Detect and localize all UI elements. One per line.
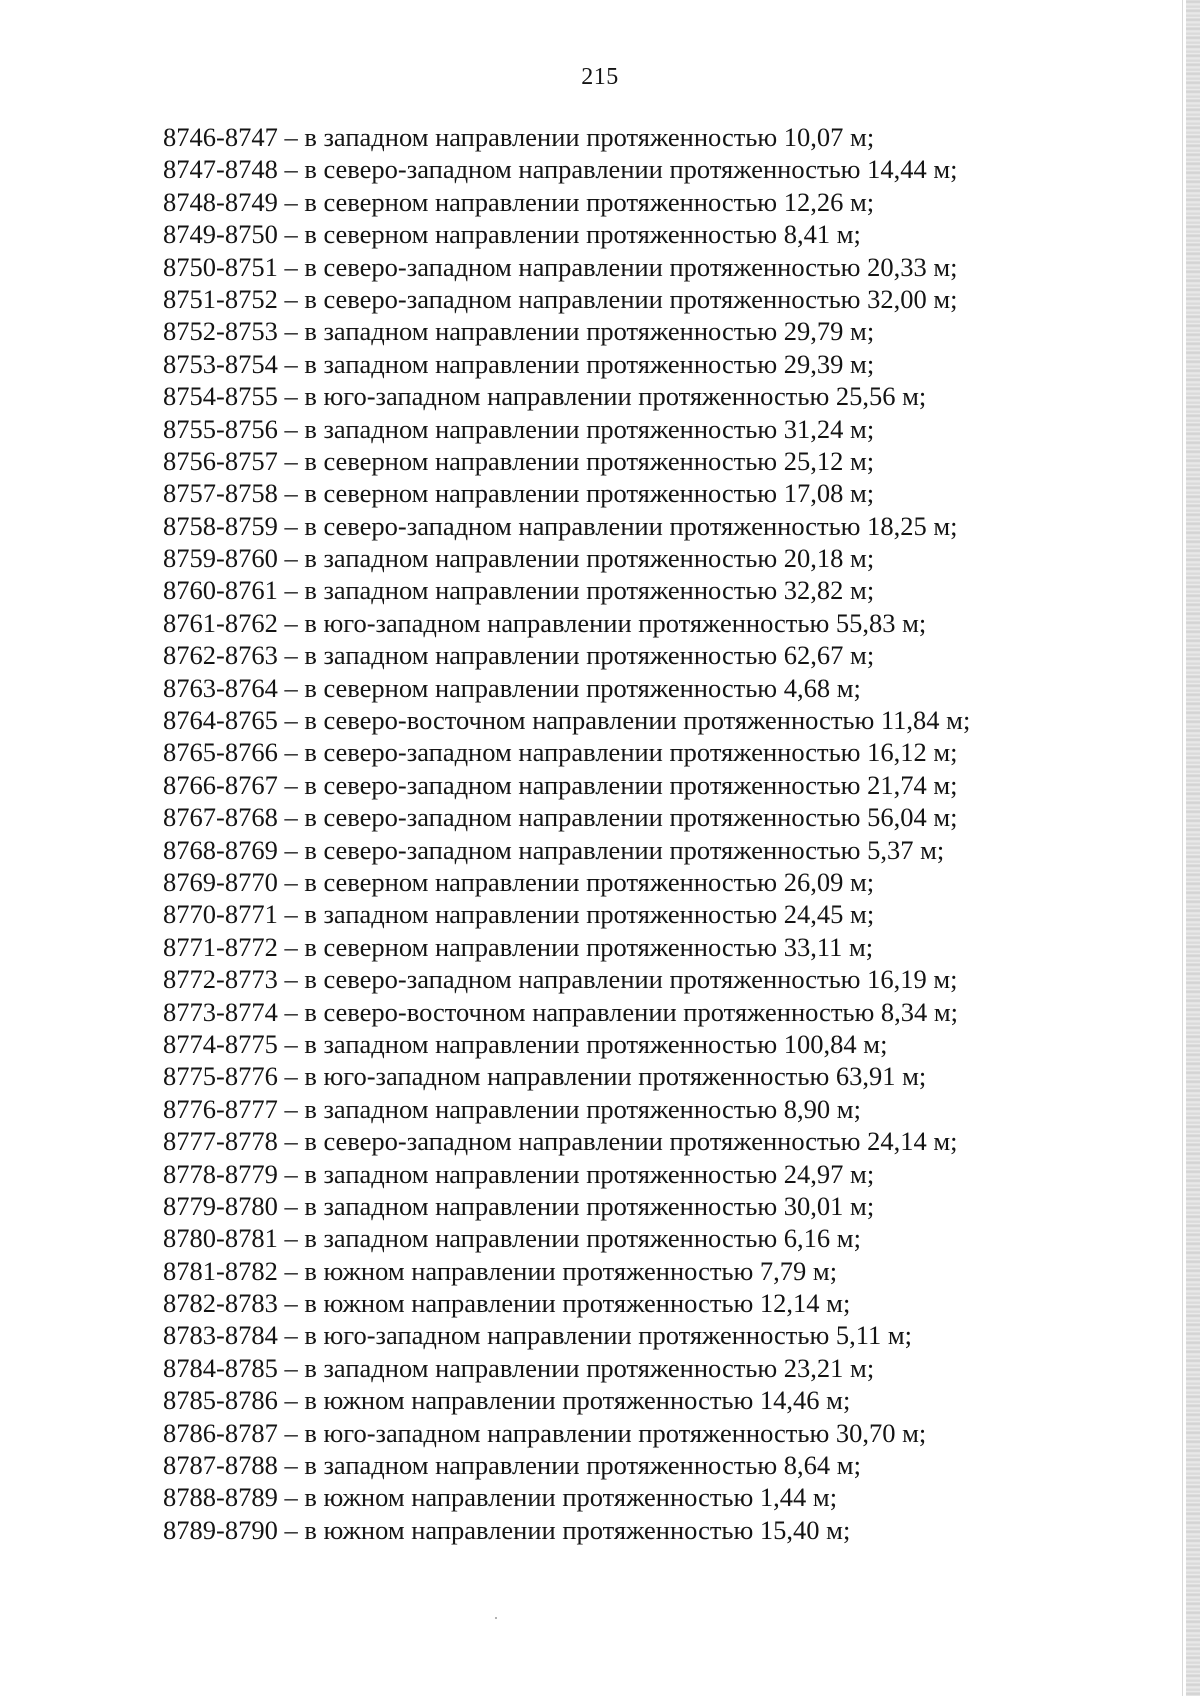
boundary-segment-line: 8763-8764 – в северном направлении протяженностью 4,68 м; [163, 672, 861, 703]
boundary-segment-line: 8767-8768 – в северо-западном направлении протяженностью 56,04 м; [163, 802, 958, 833]
boundary-segment-line: 8756-8757 – в северном направлении протяженностью 25,12 м; [163, 445, 875, 476]
boundary-segment-line: 8762-8763 – в западном направлении протяженностью 62,67 м; [163, 640, 875, 671]
boundary-segment-line: 8782-8783 – в южном направлении протяженностью 12,14 м; [163, 1288, 851, 1319]
boundary-segment-line: 8785-8786 – в южном направлении протяженностью 14,46 м; [163, 1385, 851, 1416]
boundary-segment-line: 8753-8754 – в западном направлении протяженностью 29,39 м; [163, 348, 875, 379]
boundary-segment-line: 8749-8750 – в северном направлении протяженностью 8,41 м; [163, 219, 861, 250]
boundary-segment-line: 8788-8789 – в южном направлении протяженностью 1,44 м; [163, 1482, 838, 1513]
boundary-segment-line: 8786-8787 – в юго-западном направлении протяженностью 30,70 м; [163, 1417, 927, 1448]
boundary-segment-line: 8754-8755 – в юго-западном направлении протяженностью 25,56 м; [163, 381, 927, 412]
boundary-segment-line: 8789-8790 – в южном направлении протяженностью 15,40 м; [163, 1514, 851, 1545]
boundary-segment-line: 8764-8765 – в северо-восточном направлении протяженностью 11,84 м; [163, 705, 971, 736]
boundary-segment-line: 8775-8776 – в юго-западном направлении протяженностью 63,91 м; [163, 1061, 927, 1092]
boundary-segment-line: 8784-8785 – в западном направлении протяженностью 23,21 м; [163, 1352, 875, 1383]
boundary-segment-line: 8747-8748 – в северо-западном направлении протяженностью 14,44 м; [163, 154, 958, 185]
boundary-segment-line: 8766-8767 – в северо-западном направлении протяженностью 21,74 м; [163, 769, 958, 800]
boundary-segment-line: 8758-8759 – в северо-западном направлении протяженностью 18,25 м; [163, 510, 958, 541]
boundary-segment-line: 8770-8771 – в западном направлении протяженностью 24,45 м; [163, 899, 875, 930]
boundary-segment-line: 8769-8770 – в северном направлении протяженностью 26,09 м; [163, 866, 875, 897]
boundary-segment-line: 8771-8772 – в северном направлении протяженностью 33,11 м; [163, 931, 874, 962]
boundary-segment-line: 8777-8778 – в северо-западном направлении протяженностью 24,14 м; [163, 1126, 958, 1157]
boundary-segment-list [163, 121, 970, 1546]
boundary-segment-line: 8768-8769 – в северо-западном направлении протяженностью 5,37 м; [163, 834, 945, 865]
scan-edge [1186, 0, 1200, 1696]
boundary-segment-line: 8781-8782 – в южном направлении протяженностью 7,79 м; [163, 1255, 838, 1286]
boundary-segment-line: 8779-8780 – в западном направлении протяженностью 30,01 м; [163, 1190, 875, 1221]
boundary-segment-line: 8757-8758 – в северном направлении протяженностью 17,08 м; [163, 478, 875, 509]
boundary-segment-line: 8774-8775 – в западном направлении протяженностью 100,84 м; [163, 1028, 888, 1059]
boundary-segment-line: 8755-8756 – в западном направлении протяженностью 31,24 м; [163, 413, 875, 444]
boundary-segment-line: 8787-8788 – в западном направлении протяженностью 8,64 м; [163, 1450, 861, 1481]
boundary-segment-line: 8773-8774 – в северо-восточном направлении протяженностью 8,34 м; [163, 996, 959, 1027]
boundary-segment-line: 8778-8779 – в западном направлении протяженностью 24,97 м; [163, 1158, 875, 1189]
boundary-segment-line: 8776-8777 – в западном направлении протяженностью 8,90 м; [163, 1093, 861, 1124]
boundary-segment-line: 8760-8761 – в западном направлении протяженностью 32,82 м; [163, 575, 875, 606]
boundary-segment-line: 8772-8773 – в северо-западном направлении протяженностью 16,19 м; [163, 964, 958, 995]
page-number: 215 [581, 64, 619, 90]
boundary-segment-line: 8752-8753 – в западном направлении протяженностью 29,79 м; [163, 316, 875, 347]
boundary-segment-line: 8783-8784 – в юго-западном направлении протяженностью 5,11 м; [163, 1320, 913, 1351]
scan-speck [495, 1617, 497, 1619]
boundary-segment-line: 8759-8760 – в западном направлении протяженностью 20,18 м; [163, 543, 875, 574]
boundary-segment-line: 8750-8751 – в северо-западном направлении протяженностью 20,33 м; [163, 251, 958, 282]
boundary-segment-line: 8765-8766 – в северо-западном направлении протяженностью 16,12 м; [163, 737, 958, 768]
scan-edge-line [1182, 0, 1183, 1696]
boundary-segment-line: 8780-8781 – в западном направлении протяженностью 6,16 м; [163, 1223, 861, 1254]
boundary-segment-line: 8751-8752 – в северо-западном направлении протяженностью 32,00 м; [163, 283, 958, 314]
boundary-segment-line: 8746-8747 – в западном направлении протяженностью 10,07 м; [163, 122, 875, 152]
boundary-segment-line: 8761-8762 – в юго-западном направлении протяженностью 55,83 м; [163, 607, 927, 638]
boundary-segment-line: 8748-8749 – в северном направлении протяженностью 12,26 м; [163, 186, 875, 217]
